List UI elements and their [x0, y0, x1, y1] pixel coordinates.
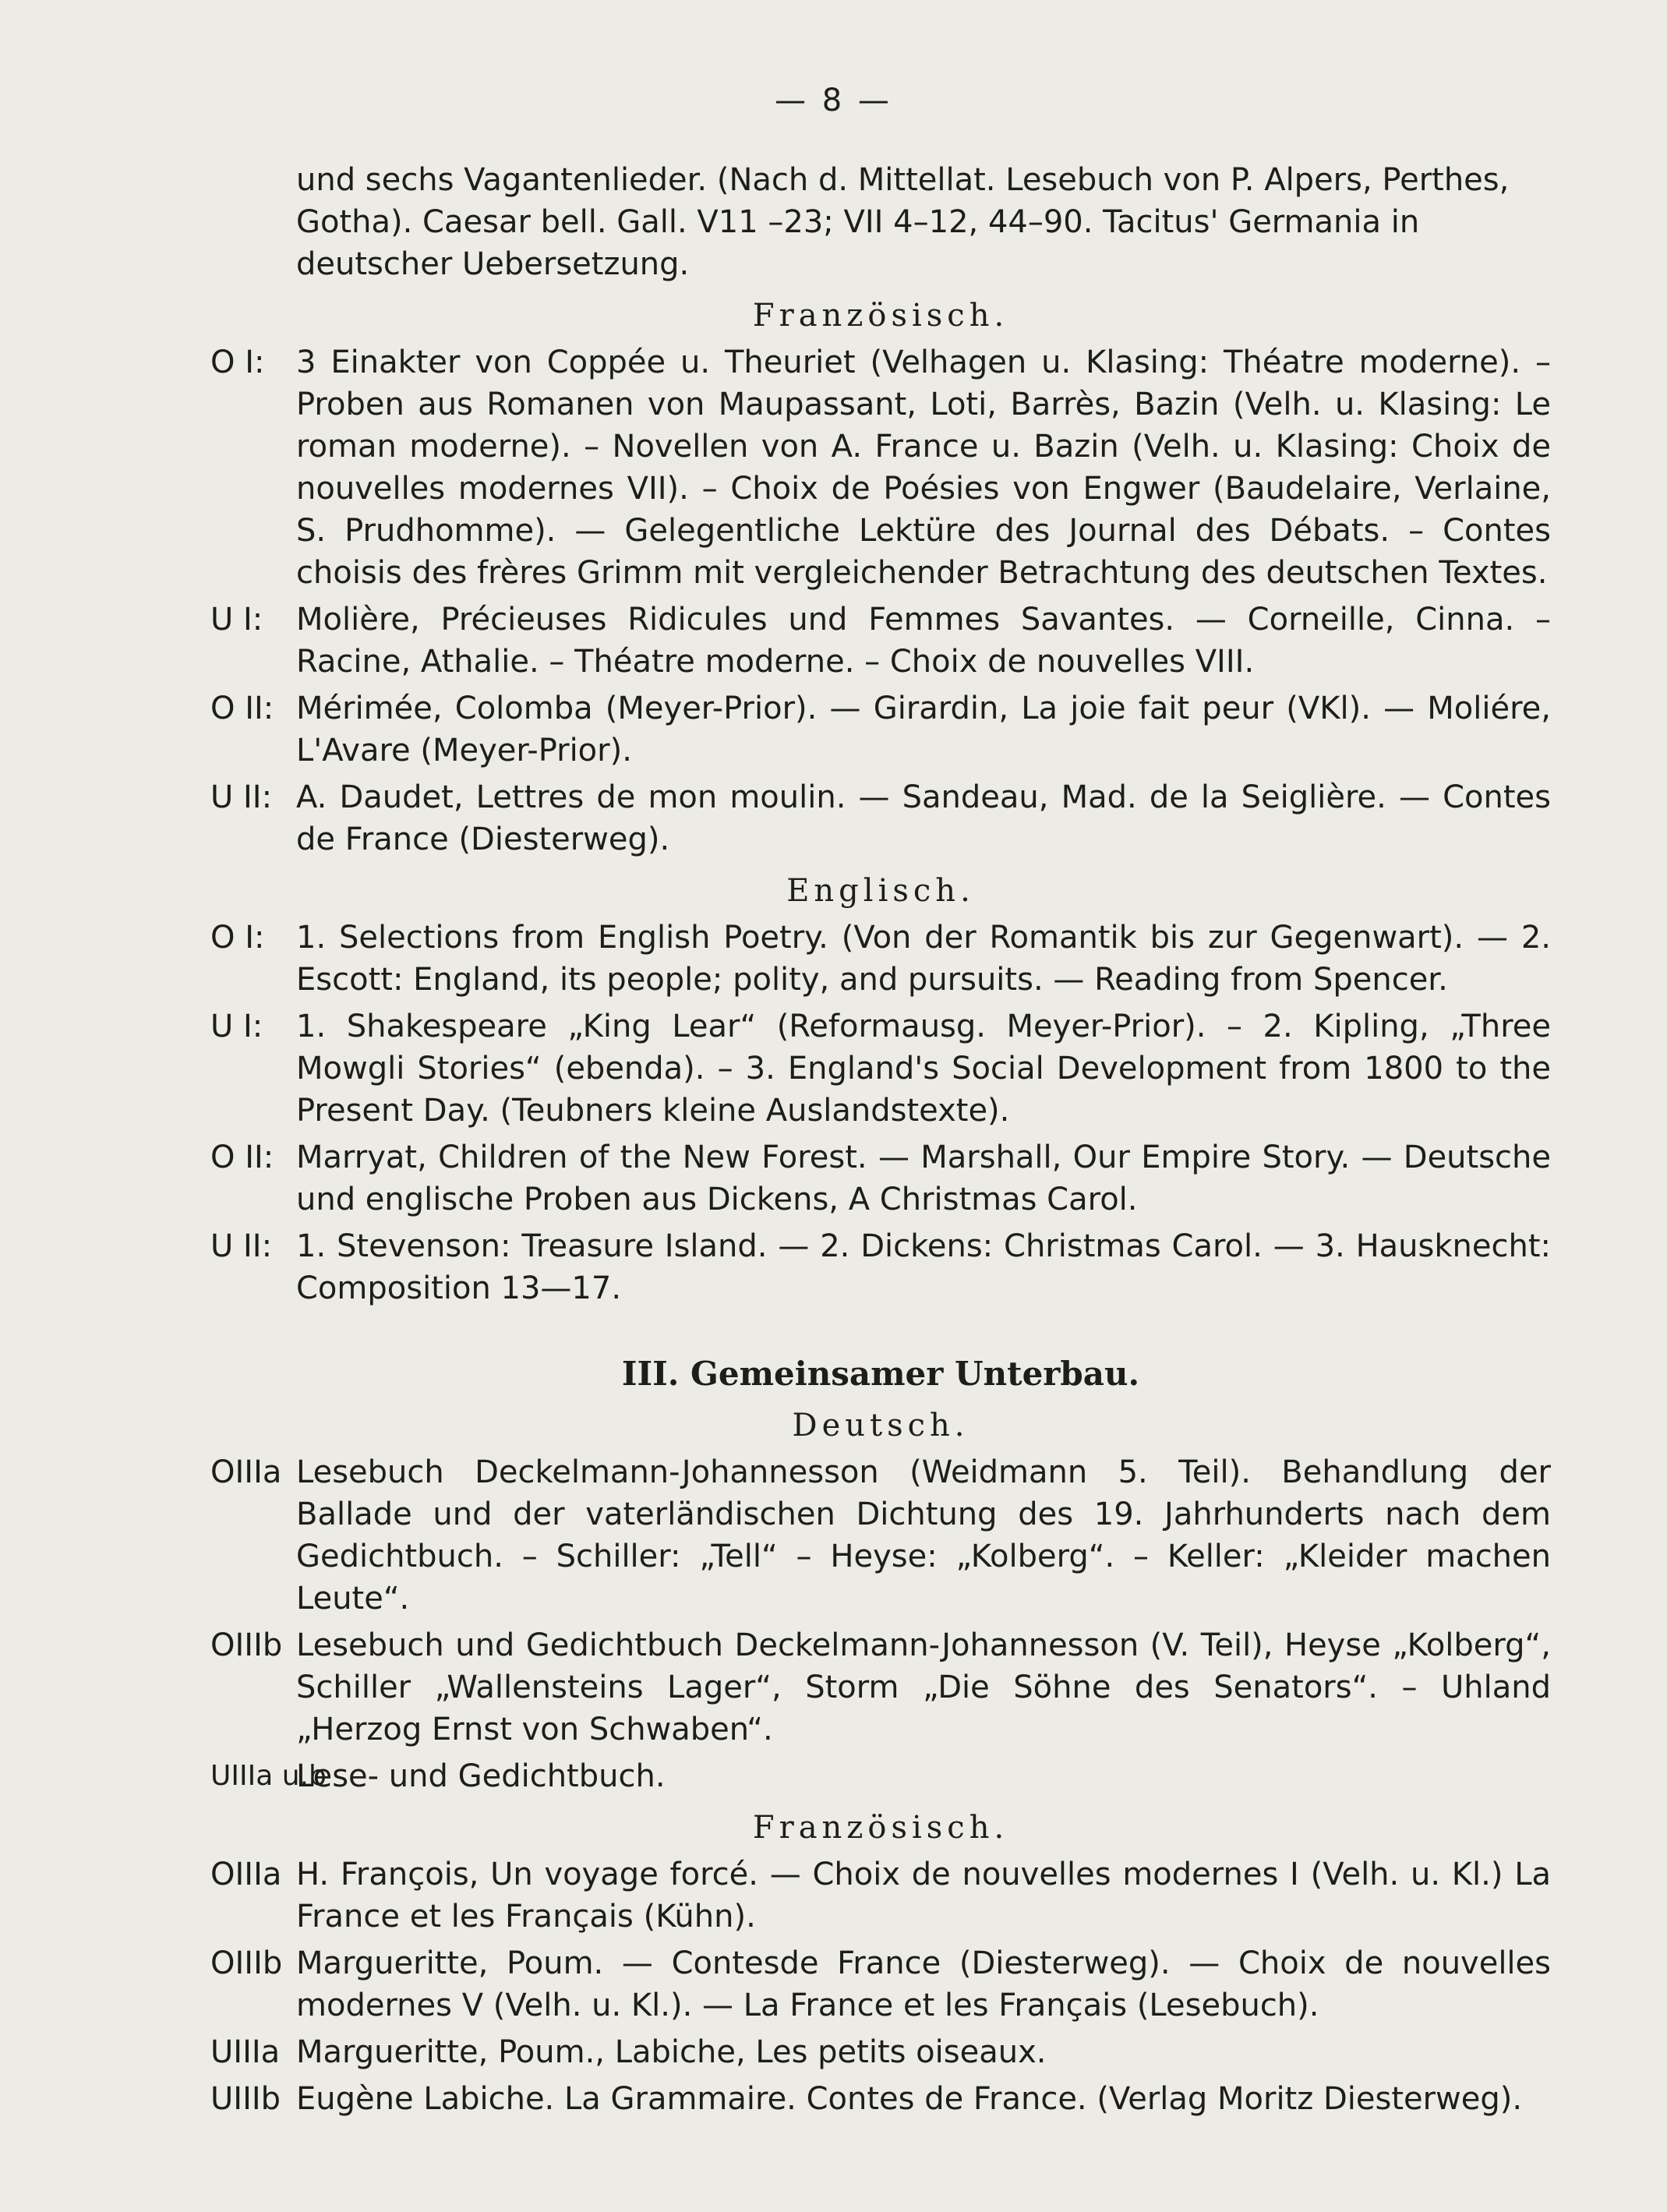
list-item — [210, 776, 1551, 860]
list-item — [210, 687, 1551, 772]
list-item — [210, 917, 1551, 1001]
heading-gemeinsamer-unterbau: III. Gemeinsamer Unterbau. — [621, 1355, 1140, 1393]
list-item — [210, 1225, 1551, 1309]
page-body — [210, 159, 1551, 2120]
list-item — [210, 1136, 1551, 1221]
reading-text: 1. Stevenson: Treasure Island. — 2. Dickens: Christmas Carol. — 3. Hausknecht: Composition 13—17. — [296, 1228, 1551, 1306]
reading-text: Eugène Labiche. La Grammaire. Contes de France. (Verlag Moritz Diesterweg). — [296, 2081, 1523, 2117]
heading-deutsch: Deutsch. — [792, 1408, 969, 1443]
class-label: O II: — [210, 691, 274, 726]
class-label: U II: — [210, 779, 273, 815]
class-label: OIIIa — [210, 1857, 282, 1892]
reading-text: Margueritte, Poum., Labiche, Les petits oiseaux. — [296, 2034, 1047, 2070]
reading-text: Mérimée, Colomba (Meyer-Prior). — Girardin, La joie fait peur (VKl). — Moliére, L'Avare (Meyer-Prior). — [296, 691, 1551, 769]
list-item — [210, 2078, 1551, 2120]
list-item — [210, 599, 1551, 683]
list-item — [210, 1451, 1551, 1620]
englisch-list — [210, 917, 1551, 1309]
reading-text: H. François, Un voyage forcé. — Choix de nouvelles modernes I (Velh. u. Kl.) La France et les Français (Kühn). — [296, 1857, 1551, 1935]
class-label: U II: — [210, 1228, 273, 1264]
class-label: OIIIb — [210, 1627, 283, 1663]
deutsch-list — [210, 1451, 1551, 1797]
reading-text: Lese- und Gedichtbuch. — [296, 1758, 666, 1794]
class-label: OIIIb — [210, 1945, 283, 1981]
list-item — [210, 1942, 1551, 2026]
reading-text: 3 Einakter von Coppée u. Theuriet (Velhagen u. Klasing: Théatre moderne). – Proben aus Romanen von Maupassant, Loti, Barrès, Bazin (Velh. u. Klasing: Le roman moderne). – Novellen von A. France u. Bazin (Velh. u. Klasing: Choix de nouvelles modernes VII). – Choix de Poésies von Engwer (Baudelaire, Verlaine, S. Prudhomme). — Gelegentliche Lektüre des Journal des Débats. – Contes choisis des frères Grimm mit vergleichender Betrachtung des deutschen Textes. — [296, 345, 1551, 591]
heading-franzoesisch-lower: Französisch. — [752, 1810, 1009, 1846]
reading-text: A. Daudet, Lettres de mon moulin. — Sandeau, Mad. de la Seiglière. — Contes de France (Diesterweg). — [296, 779, 1551, 857]
reading-text: Lesebuch und Gedichtbuch Deckelmann-Johannesson (V. Teil), Heyse „Kolberg“, Schiller „Wallensteins Lager“, Storm „Die Söhne des Senators“. – Uhland „Herzog Ernst von Schwaben“. — [296, 1627, 1551, 1747]
class-label: O II: — [210, 1140, 274, 1175]
latin-continuation: und sechs Vagantenlieder. (Nach d. Mittellat. Lesebuch von P. Alpers, Perthes, Gotha). Caesar bell. Gall. V11 –23; VII 4–12, 44–90. Tacitus' Germania in deutscher Uebersetzung. — [296, 162, 1510, 282]
page-number: — 8 — — [775, 83, 892, 118]
heading-franzoesisch-upper: Französisch. — [752, 298, 1009, 334]
class-label: U I: — [210, 602, 263, 638]
class-label: UIIIa — [210, 2034, 281, 2070]
reading-text: Lesebuch Deckelmann-Johannesson (Weidmann 5. Teil). Behandlung der Ballade und der vaterländischen Dichtung des 19. Jahrhunderts nach dem Gedichtbuch. – Schiller: „Tell“ – Heyse: „Kolberg“. – Keller: „Kleider machen Leute“. — [296, 1454, 1551, 1617]
class-label: O I: — [210, 345, 265, 380]
class-label: OIIIa — [210, 1454, 282, 1490]
reading-text: 1. Shakespeare „King Lear“ (Reformausg. Meyer-Prior). – 2. Kipling, „Three Mowgli Stories“ (ebenda). – 3. England's Social Development from 1800 to the Present Day. (Teubners kleine Auslandstexte). — [296, 1009, 1551, 1129]
class-label: UIIIa u.b — [210, 1760, 327, 1792]
list-item — [210, 1005, 1551, 1132]
class-label: U I: — [210, 1009, 263, 1044]
reading-text: Molière, Précieuses Ridicules und Femmes Savantes. — Corneille, Cinna. – Racine, Athalie. – Théatre moderne. – Choix de nouvelles VIII. — [296, 602, 1551, 680]
reading-text: 1. Selections from English Poetry. (Von der Romantik bis zur Gegenwart). — 2. Escott: England, its people; polity, and pursuits. — Reading from Spencer. — [296, 920, 1551, 998]
list-item — [210, 1624, 1551, 1751]
heading-englisch: Englisch. — [786, 873, 975, 909]
list-item — [210, 1755, 1551, 1797]
franzoesisch-lower-list — [210, 1853, 1551, 2120]
list-item — [210, 2031, 1551, 2073]
class-label: UIIIb — [210, 2081, 281, 2117]
list-item — [210, 341, 1551, 594]
reading-text: Margueritte, Poum. — Contesde France (Diesterweg). — Choix de nouvelles modernes V (Velh. u. Kl.). — La France et les Français (Lesebuch). — [296, 1945, 1551, 2023]
reading-text: Marryat, Children of the New Forest. — Marshall, Our Empire Story. — Deutsche und englische Proben aus Dickens, A Christmas Carol. — [296, 1140, 1551, 1217]
list-item — [210, 1853, 1551, 1938]
franzoesisch-upper-list — [210, 341, 1551, 860]
class-label: O I: — [210, 920, 265, 956]
